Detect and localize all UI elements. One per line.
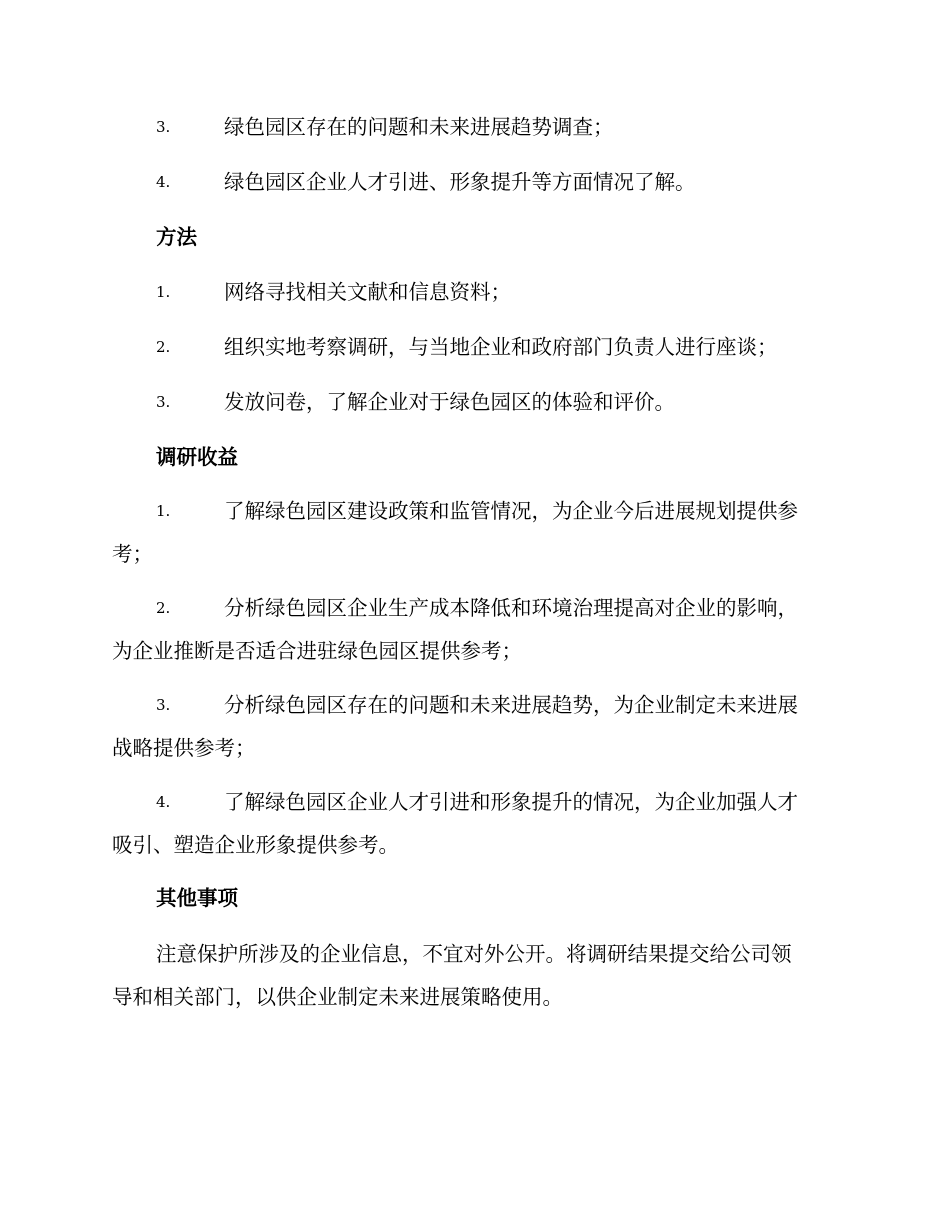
list-item-text-line1: 了解绿色园区企业人才引进和形象提升的情况，为企业加强人才	[224, 790, 798, 814]
list-item-text-line2: 吸引、塑造企业形象提供参考。	[112, 833, 399, 857]
section-heading-methods: 方法	[156, 225, 197, 249]
list-item-text: 绿色园区存在的问题和未来进展趋势调查；	[224, 115, 614, 139]
list-item-text: 网络寻找相关文献和信息资料；	[224, 280, 511, 304]
section-heading-other: 其他事项	[156, 886, 238, 910]
list-number: 2.	[156, 599, 171, 617]
list-item-text: 绿色园区企业人才引进、形象提升等方面情况了解。	[224, 170, 696, 194]
list-item-text-line2: 考；	[112, 542, 153, 566]
list-item-text: 发放问卷，了解企业对于绿色园区的体验和评价。	[224, 390, 675, 414]
list-item-text-line1: 分析绿色园区企业生产成本降低和环境治理提高对企业的影响，	[224, 596, 798, 620]
list-number: 2.	[156, 338, 171, 356]
list-item-text-line2: 为企业推断是否适合进驻绿色园区提供参考；	[112, 639, 522, 663]
paragraph-line1: 注意保护所涉及的企业信息，不宜对外公开。将调研结果提交给公司领	[156, 942, 792, 966]
list-number: 1.	[156, 502, 171, 520]
list-item-text-line2: 战略提供参考；	[112, 736, 256, 760]
paragraph-line2: 导和相关部门，以供企业制定未来进展策略使用。	[112, 985, 563, 1009]
list-number: 3.	[156, 118, 171, 136]
section-heading-benefits: 调研收益	[156, 445, 238, 469]
list-number: 4.	[156, 793, 171, 811]
list-number: 4.	[156, 173, 171, 191]
list-item-text-line1: 分析绿色园区存在的问题和未来进展趋势，为企业制定未来进展	[224, 693, 798, 717]
list-number: 1.	[156, 283, 171, 301]
list-number: 3.	[156, 393, 171, 411]
list-item-text: 组织实地考察调研，与当地企业和政府部门负责人进行座谈；	[224, 335, 778, 359]
list-number: 3.	[156, 696, 171, 714]
list-item-text-line1: 了解绿色园区建设政策和监管情况，为企业今后进展规划提供参	[224, 499, 798, 523]
